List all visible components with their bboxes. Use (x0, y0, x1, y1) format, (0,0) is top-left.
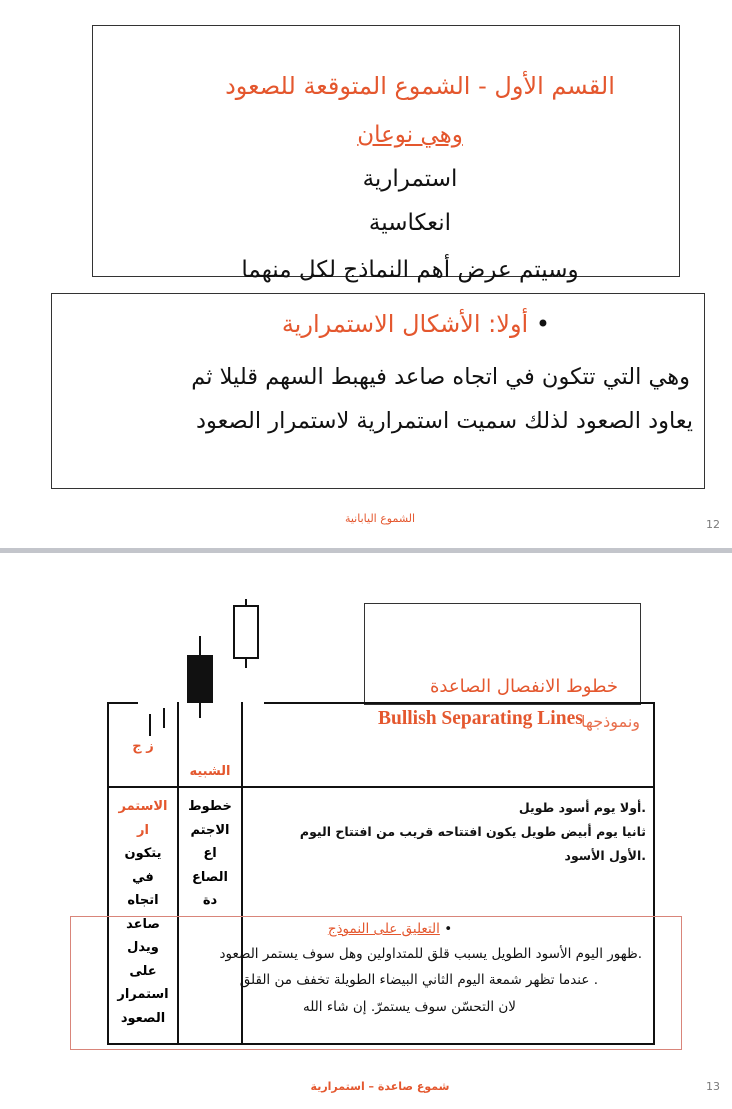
col1-line: استمرار (117, 987, 169, 1002)
footer-label-12: الشموع اليابانية (344, 512, 416, 525)
desc-line-3: .الأول الأسود (564, 848, 646, 863)
col2-line: الصاع (192, 869, 228, 885)
footer-label-13: شموع صاعدة – استمرارية (310, 1080, 450, 1093)
continuation-title-text: أولا: الأشكال الاستمرارية (281, 310, 529, 338)
type-reversal: انعكاسية (368, 210, 452, 236)
table-desc (248, 796, 646, 868)
continuation-body-1: وهي التي تتكون في اتجاه صاعد فيهبط السهم قليلا ثم (191, 364, 690, 390)
comment-title (290, 921, 490, 937)
type-continuation: استمرارية (362, 166, 458, 192)
table-header-divider (107, 786, 655, 788)
col1-line: في (132, 869, 154, 885)
page-number-13: 13 (706, 1080, 720, 1093)
black-candle-body (187, 655, 213, 703)
slide-separator (0, 548, 732, 553)
candlestick-illustration (130, 596, 270, 736)
table-col2-text (180, 795, 240, 913)
col2-line: الاجتم (190, 822, 230, 838)
types-subtitle: وهي نوعان (357, 122, 463, 148)
bullet-icon: • (535, 310, 550, 338)
desc-line-2: ثانيا يوم أبيض طويل يكون افتتاحه قريب من افتتاح اليوم (299, 824, 646, 839)
pattern-title-ar: خطوط الانفصال الصاعدة (429, 676, 618, 697)
desc-line-1: .أولا يوم أسود طويل (518, 800, 646, 815)
pattern-title-subtitle: ونموذجها (581, 712, 640, 731)
col1-line: ويدل (127, 940, 159, 955)
pattern-title-en: Bullish Separating Lines (378, 708, 583, 729)
comment-line-1: .ظهور اليوم الأسود الطويل يسبب قلق للمتداولين وهل سوف يستمر الصعود (219, 946, 642, 962)
comment-title-text: التعليق على النموذج (327, 921, 440, 937)
page-number-12: 12 (706, 518, 720, 531)
white-candle-body (234, 606, 258, 658)
col1-line: يتكون (124, 846, 162, 861)
col2-line: اع (203, 846, 217, 861)
header-cell-col2: الشبيه (189, 764, 231, 779)
overflow-line: وسيتم عرض أهم النماذج لكل منهما (241, 257, 579, 283)
col1-line: على (129, 963, 157, 979)
comment-line-2: . عندما تظهر شمعة اليوم الثاني البيضاء الطويلة تخفف من القلق (239, 972, 598, 988)
col2-line: دة (202, 893, 218, 908)
comment-line-3: لان التحسّن سوف يستمرّ. إن شاء الله (302, 999, 516, 1015)
section-heading: القسم الأول - الشموع المتوقعة للصعود (225, 72, 615, 100)
continuation-body-2: يعاود الصعود لذلك سميت استمرارية لاستمرار الصعود (196, 408, 693, 434)
col2-line: خطوط (188, 799, 232, 814)
col1-line: صاعد (126, 916, 160, 932)
col1-line: اتجاه (127, 893, 159, 908)
col1-line: الاستمر (118, 799, 168, 814)
col1-line: ار (137, 822, 149, 838)
bullet-icon: • (444, 921, 453, 937)
title-box (92, 25, 680, 277)
header-cell-col1: ز ج (132, 739, 154, 754)
col1-line: الصعود (120, 1010, 166, 1026)
continuation-title (220, 310, 550, 338)
